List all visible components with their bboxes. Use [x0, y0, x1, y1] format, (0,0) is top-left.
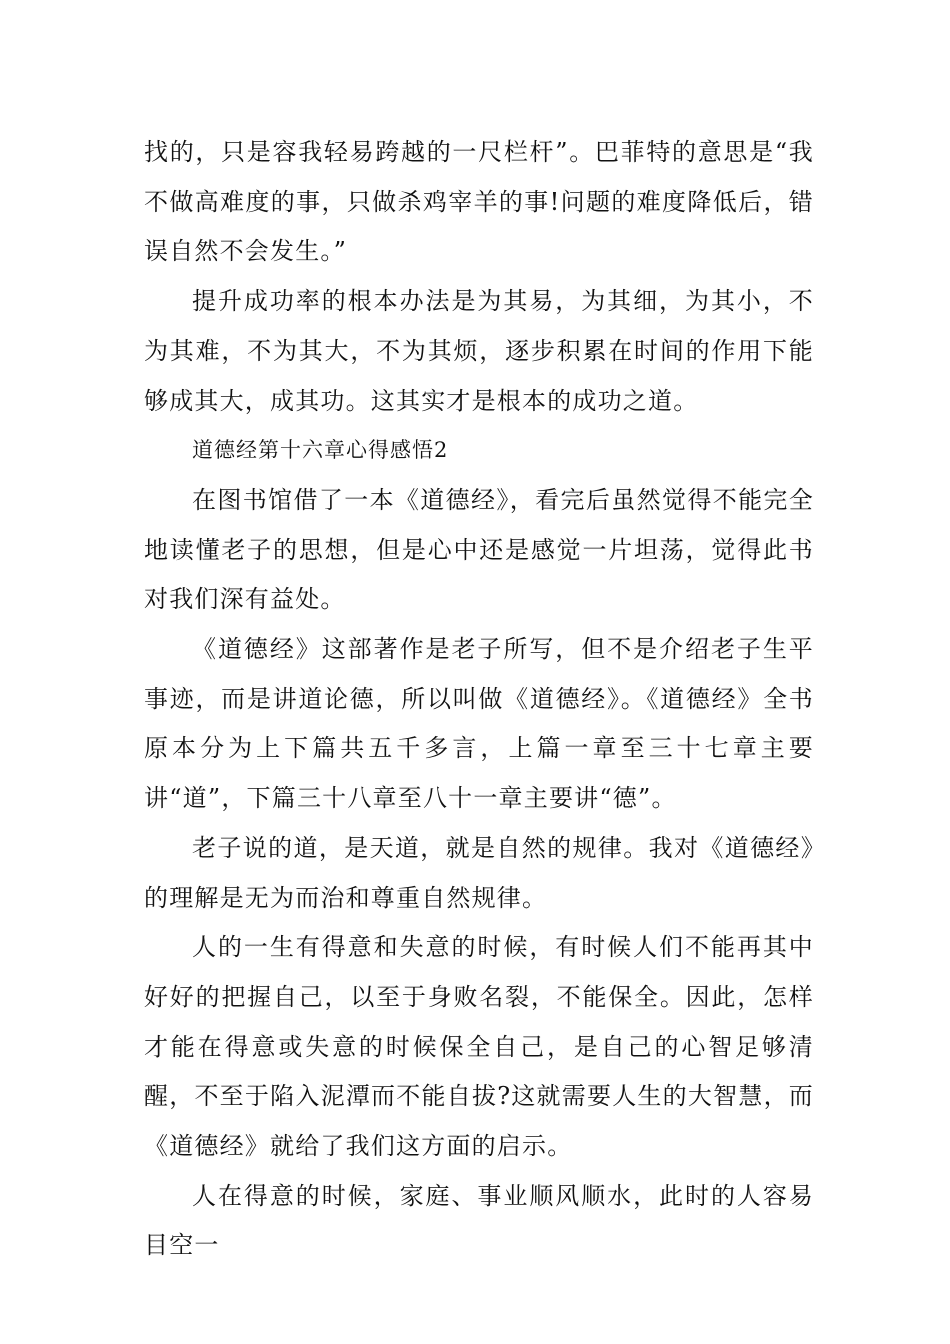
- paragraph: 提升成功率的根本办法是为其易，为其细，为其小，不为其难，不为其大，不为其烦，逐步积累在时间的作用下能够成其大，成其功。这其实才是根本的成功之道。: [144, 287, 814, 415]
- document-body: [144, 128, 814, 1271]
- paragraph: 找的，只是容我轻易跨越的一尺栏杆”。巴菲特的意思是“我不做高难度的事，只做杀鸡宰羊的事!问题的难度降低后，错误自然不会发生。”: [144, 138, 814, 266]
- paragraph: 在图书馆借了一本《道德经》，看完后虽然觉得不能完全地读懂老子的思想，但是心中还是感觉一片坦荡，觉得此书对我们深有益处。: [144, 485, 814, 614]
- paragraph: 人的一生有得意和失意的时候，有时候人们不能再其中好好的把握自己，以至于身败名裂，不能保全。因此，怎样才能在得意或失意的时候保全自己，是自己的心智足够清醒，不至于陷入泥潭而不能自拔?这就需要人生的大智慧，而《道德经》就给了我们这方面的启示。: [144, 933, 814, 1161]
- section-heading: 道德经第十六章心得感悟2: [192, 438, 449, 463]
- paragraph: 老子说的道，是天道，就是自然的规律。我对《道德经》的理解是无为而治和尊重自然规律。: [144, 833, 814, 912]
- paragraph: 人在得意的时候，家庭、事业顺风顺水，此时的人容易目空一: [144, 1181, 814, 1260]
- paragraph: 《道德经》这部著作是老子所写，但不是介绍老子生平事迹，而是讲道论德，所以叫做《道德经》。《道德经》全书原本分为上下篇共五千多言，上篇一章至三十七章主要讲“道”，下篇三十八章至八十一章主要讲“德”。: [144, 635, 814, 813]
